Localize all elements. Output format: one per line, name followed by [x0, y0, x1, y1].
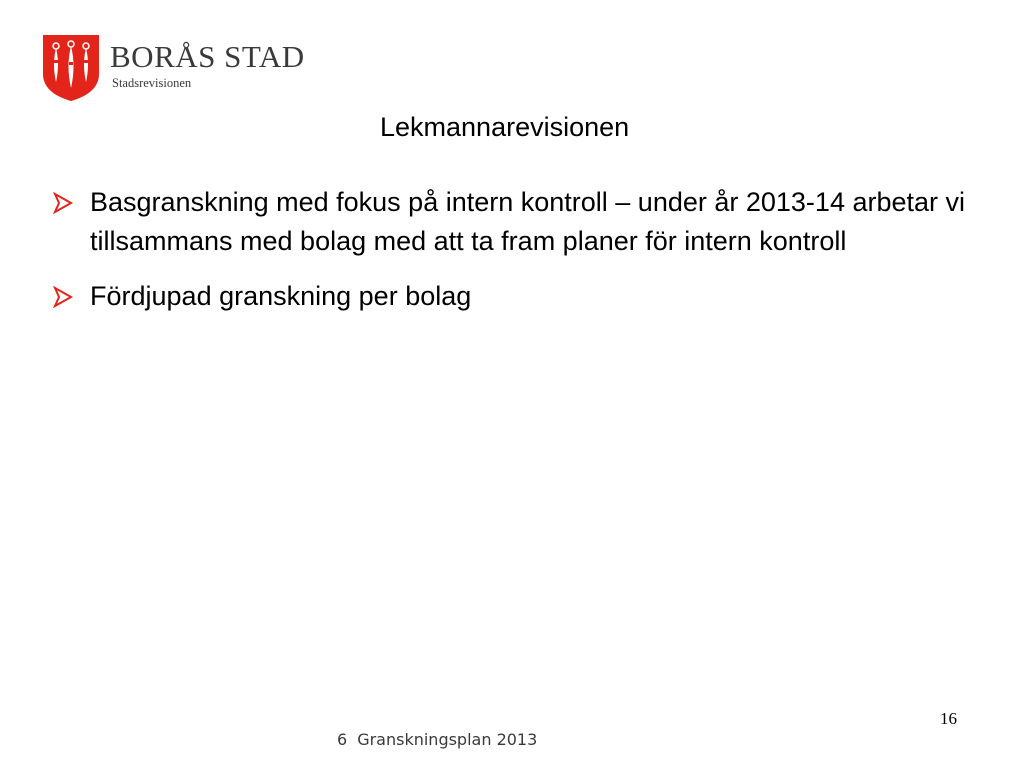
organization-name: BORÅS STAD: [110, 39, 305, 74]
bullet-item: [52, 183, 982, 261]
bullet-text: Basgranskning med fokus på intern kontroll – under år 2013-14 arbetar vi tillsammans med bolag med att ta fram planer för intern kontroll: [90, 187, 966, 256]
arrowhead-bullet-icon: [52, 286, 74, 308]
footer-text: Granskningsplan 2013: [357, 730, 538, 749]
bullet-list: [52, 183, 982, 332]
footer-number: 6: [337, 730, 348, 749]
slide-title: Lekmannarevisionen: [380, 112, 630, 142]
bullet-item: [52, 277, 982, 316]
coat-of-arms-icon: [42, 34, 100, 102]
organization-logo: [42, 34, 322, 104]
organization-subtitle: Stadsrevisionen: [112, 76, 192, 90]
arrowhead-bullet-icon: [52, 192, 74, 214]
page-number: 16: [940, 709, 957, 728]
footer: [337, 730, 537, 750]
bullet-text: Fördjupad granskning per bolag: [90, 281, 472, 311]
